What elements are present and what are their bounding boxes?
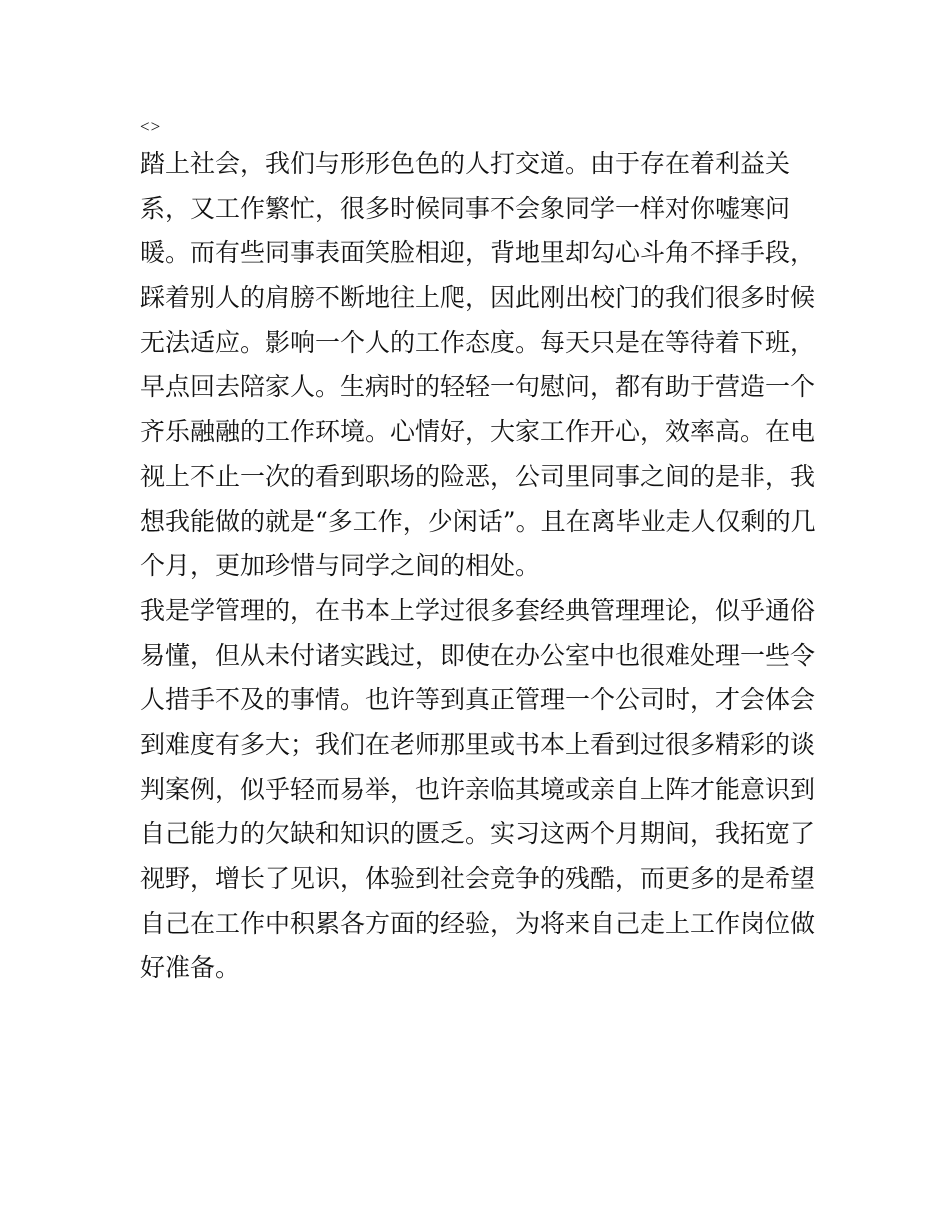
text-line: 人措手不及的事情。也许等到真正管理一个公司时，才会体会	[140, 685, 816, 715]
text-line: 踩着别人的肩膀不断地往上爬，因此刚出校门的我们很多时候	[140, 283, 816, 313]
text-line: 自己能力的欠缺和知识的匮乏。实习这两个月期间，我拓宽了	[140, 819, 816, 849]
text-line: 自己在工作中积累各方面的经验，为将来自己走上工作岗位做	[140, 908, 816, 938]
text-line: 个月，更加珍惜与同学之间的相处。	[140, 551, 541, 581]
text-line: 视野，增长了见识，体验到社会竞争的残酷，而更多的是希望	[140, 864, 816, 893]
text-line: 暖。而有些同事表面笑脸相迎，背地里却勾心斗角不择手段，	[140, 238, 816, 268]
text-line: 视上不止一次的看到职场的险恶，公司里同事之间的是非，我	[140, 461, 816, 491]
text-line: 无法适应。影响一个人的工作态度。每天只是在等待着下班，	[140, 327, 816, 357]
text-line: 到难度有多大；我们在老师那里或书本上看到过很多精彩的谈	[140, 729, 816, 759]
text-line: 判案例，似乎轻而易举，也许亲临其境或亲自上阵才能意识到	[140, 774, 816, 804]
text-line: 齐乐融融的工作环境。心情好，大家工作开心，效率高。在电	[140, 417, 816, 447]
text-line: 我是学管理的，在书本上学过很多套经典管理理论，似乎通俗	[140, 595, 816, 625]
section-marker: <>	[140, 117, 162, 136]
document-page	[140, 112, 816, 991]
text-line: 易懂，但从未付诸实践过，即使在办公室中也很难处理一些令	[140, 640, 816, 670]
text-line: 好准备。	[140, 953, 241, 983]
text-line: 早点回去陪家人。生病时的轻轻一句慰问，都有助于营造一个	[140, 372, 816, 402]
text-line: 系，又工作繁忙，很多时候同事不会象同学一样对你嘘寒问	[140, 193, 791, 223]
text-line: 踏上社会，我们与形形色色的人打交道。由于存在着利益关	[140, 149, 791, 178]
text-line: 想我能做的就是“多工作，少闲话”。且在离毕业走人仅剩的几	[140, 506, 816, 536]
